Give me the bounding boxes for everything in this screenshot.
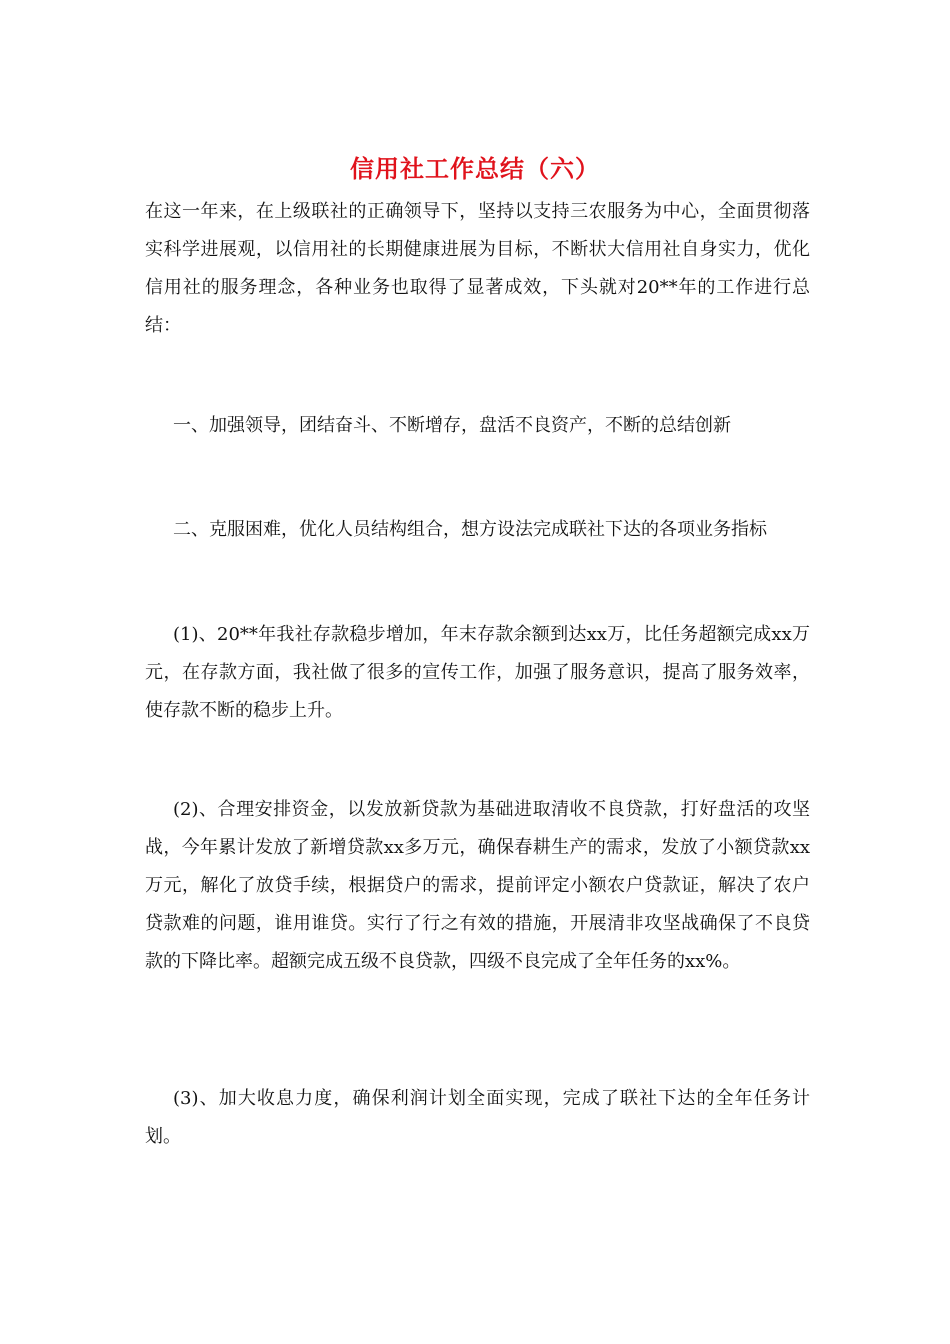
list-item-2: (2)、合理安排资金，以发放新贷款为基础进取清收不良贷款，打好盘活的攻坚战，今年累计发放了新增贷款xx多万元，确保春耕生产的需求，发放了小额贷款xx万元，解化了放贷手续，根据贷户的需求，提前评定小额农户贷款证，解决了农户贷款难的问题，谁用谁贷。实行了行之有效的措施，开展清非攻坚战确保了不良贷款的下降比率。超额完成五级不良贷款，四级不良完成了全年任务的xx%。 [145,799,810,972]
section-heading-1: 一、加强领导，团结奋斗、不断增存，盘活不良资产，不断的总结创新 [173,415,731,436]
list-item-3: (3)、加大收息力度，确保利润计划全面实现，完成了联社下达的全年任务计划。 [145,1088,810,1147]
section-heading-2: 二、克服困难，优化人员结构组合，想方设法完成联社下达的各项业务指标 [173,519,767,540]
document-title: 信用社工作总结（六） [350,154,600,183]
list-item-1: (1)、20**年我社存款稳步增加，年末存款余额到达xx万，比任务超额完成xx万元，在存款方面，我社做了很多的宣传工作，加强了服务意识，提高了服务效率，使存款不断的稳步上升。 [145,624,810,721]
intro-paragraph: 在这一年来，在上级联社的正确领导下，坚持以支持三农服务为中心，全面贯彻落实科学进展观，以信用社的长期健康进展为目标，不断状大信用社自身实力，优化信用社的服务理念，各种业务也取得了显著成效，下头就对20**年的工作进行总结： [145,201,810,336]
